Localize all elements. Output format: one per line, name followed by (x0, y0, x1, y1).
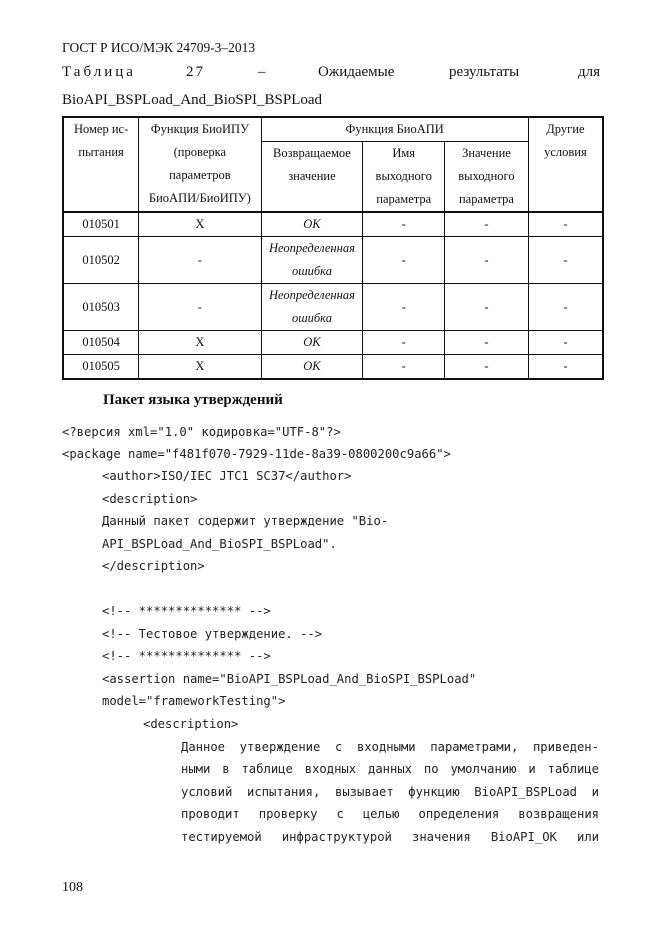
caption-word-expected: Ожидаемые (318, 64, 395, 80)
cell-output-name: - (363, 331, 445, 355)
cell-test-number: 010504 (63, 331, 139, 355)
cell-other: - (528, 284, 603, 331)
section-title: Пакет языка утверждений (103, 392, 283, 408)
cell-return-value: Неопределенная ошибка (261, 284, 363, 331)
cell-return-value: OK (261, 212, 363, 237)
header-return-value: Возвращаемое значение (261, 142, 363, 213)
cell-bioipu: X (139, 212, 261, 237)
caption-table-number: 27 (186, 64, 205, 80)
code-line-assertion-text-5: тестируемой инфраструктурой значения BioAPI_OK или (181, 830, 599, 844)
cell-output-value: - (445, 331, 529, 355)
cell-output-name: - (363, 212, 445, 237)
code-line-assertion-description-open: <description> (143, 717, 239, 731)
cell-bioipu: - (139, 237, 261, 284)
code-line-package-open: <package name="f481f070-7929-11de-8a39-0800200c9a66"> (62, 447, 451, 461)
table-row (63, 331, 603, 355)
code-line-description-open: <description> (102, 492, 198, 506)
code-line-assertion-text-2: ными в таблице входных данных по умолчанию и таблице (181, 762, 599, 776)
code-line-description-close: </description> (102, 559, 205, 573)
caption-function-name: BioAPI_BSPLoad_And_BioSPI_BSPLoad (62, 92, 323, 108)
document-header: ГОСТ Р ИСО/МЭК 24709-3–2013 (62, 40, 256, 55)
header-test-number: Номер ис- пытания (63, 117, 139, 212)
code-line-assertion-open: <assertion name="BioAPI_BSPLoad_And_BioSPI_BSPLoad" (102, 672, 477, 686)
page-number: 108 (62, 880, 83, 895)
cell-other: - (528, 212, 603, 237)
caption-word-for: для (578, 64, 601, 80)
code-line-assertion-text-1: Данное утверждение с входными параметрами, приведен- (181, 740, 599, 754)
code-line-comment-test-assertion: <!-- Тестовое утверждение. --> (102, 627, 323, 641)
code-line-assertion-model: model="frameworkTesting"> (102, 694, 286, 708)
code-line-author: <author>ISO/IEC JTC1 SC37</author> (102, 469, 352, 483)
cell-test-number: 010503 (63, 284, 139, 331)
cell-bioipu: - (139, 284, 261, 331)
code-line-comment-stars-2: <!-- ************** --> (102, 649, 271, 663)
cell-bioipu: X (139, 331, 261, 355)
cell-other: - (528, 331, 603, 355)
cell-output-name: - (363, 284, 445, 331)
code-line-comment-stars-1: <!-- ************** --> (102, 604, 271, 618)
code-line-xml-declaration: <?версия xml="1.0" кодировка="UTF-8"?> (62, 425, 341, 439)
header-output-param-value: Значение выходного параметра (445, 142, 529, 213)
caption-dash: – (258, 64, 266, 80)
cell-output-value: - (445, 355, 529, 380)
cell-output-name: - (363, 237, 445, 284)
caption-word-table: Таблица (62, 64, 136, 80)
caption-word-results: результаты (449, 64, 520, 80)
cell-test-number: 010502 (63, 237, 139, 284)
cell-output-name: - (363, 355, 445, 380)
cell-other: - (528, 237, 603, 284)
cell-test-number: 010501 (63, 212, 139, 237)
cell-other: - (528, 355, 603, 380)
header-other-conditions: Другие условия (528, 117, 603, 212)
cell-output-value: - (445, 212, 529, 237)
cell-return-value: Неопределенная ошибка (261, 237, 363, 284)
header-bioipu-function: Функция БиоИПУ (проверка параметров БиоАПИ/БиоИПУ) (139, 117, 261, 212)
cell-return-value: OK (261, 331, 363, 355)
code-line-description-text-1: Данный пакет содержит утверждение "Bio- (102, 514, 389, 528)
table-row (63, 237, 603, 284)
cell-output-value: - (445, 284, 529, 331)
cell-bioipu: X (139, 355, 261, 380)
expected-results-table (62, 116, 604, 380)
cell-return-value: OK (261, 355, 363, 380)
table-row (63, 284, 603, 331)
code-line-description-text-2: API_BSPLoad_And_BioSPI_BSPLoad". (102, 537, 337, 551)
cell-test-number: 010505 (63, 355, 139, 380)
code-line-assertion-text-3: условий испытания, вызывает функцию BioAPI_BSPLoad и (181, 785, 599, 799)
table-row (63, 355, 603, 380)
code-line-assertion-text-4: проводит проверку с целью определения возвращения (181, 807, 599, 821)
header-output-param-name: Имя выходного параметра (363, 142, 445, 213)
table-row (63, 212, 603, 237)
cell-output-value: - (445, 237, 529, 284)
header-bioapi-function: Функция БиоАПИ (261, 117, 528, 142)
